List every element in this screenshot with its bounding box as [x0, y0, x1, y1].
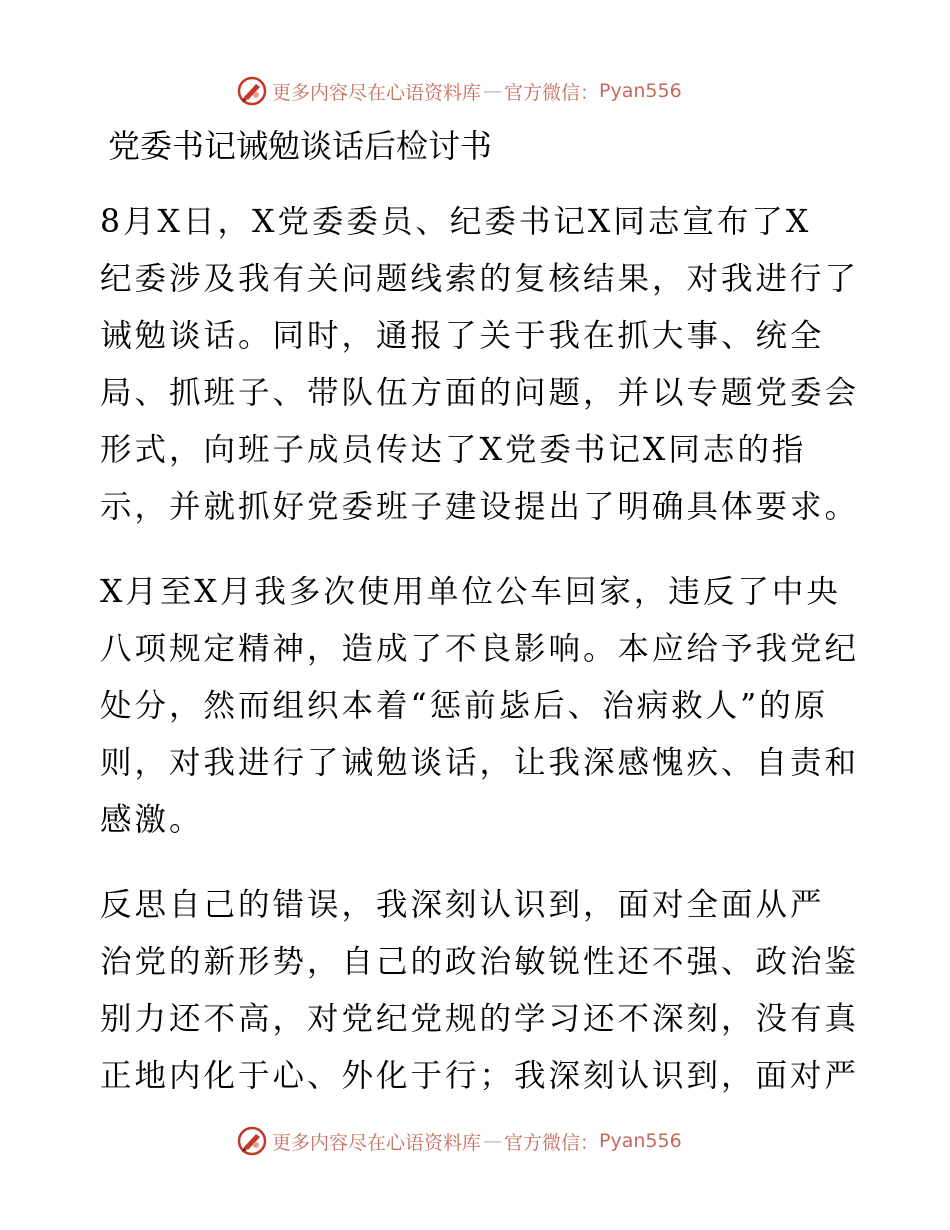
text-line: 纪委涉及我有关问题线索的复核结果，对我进行了 [100, 261, 860, 297]
paragraph-3 [100, 877, 860, 1105]
footer-watermark [236, 1124, 716, 1158]
text-line: 感激。 [100, 802, 204, 838]
text-line: 反思自己的错误，我深刻认识到，面对全面从严 [100, 887, 825, 923]
text-line: 8月X日，X党委委员、纪委书记X同志宣布了X [100, 204, 812, 240]
text-line: 形式，向班子成员传达了X党委书记X同志的指 [100, 432, 807, 468]
text-line: 八项规定精神，造成了不良影响。本应给予我党纪 [100, 631, 860, 667]
text-line: 正地内化于心、外化于行；我深刻认识到，面对严 [100, 1058, 860, 1094]
text-line: 别力还不高，对党纪党规的学习还不深刻，没有真 [100, 1001, 860, 1037]
text-line: 示，并就抓好党委班子建设提出了明确具体要求。 [100, 489, 860, 525]
pen-circle-logo-icon [236, 75, 268, 107]
header-watermark [236, 74, 716, 108]
watermark-dash: — [483, 80, 503, 102]
paragraph-2 [100, 564, 860, 849]
text-line: 治党的新形势，自己的政治敏锐性还不强、政治鉴 [100, 944, 860, 980]
watermark-label: 官方微信： [504, 1131, 600, 1154]
text-line: 则，对我进行了诫勉谈话，让我深感愧疚、自责和 [100, 745, 860, 781]
watermark-text: 更多内容尽在心语资料库 [272, 81, 482, 104]
watermark-text: 更多内容尽在心语资料库 [272, 1131, 482, 1154]
pen-circle-logo-icon [236, 1125, 268, 1157]
document-body [100, 194, 860, 1133]
paragraph-1 [100, 194, 860, 536]
watermark-id: Pyan556 [599, 1130, 682, 1152]
watermark-label: 官方微信： [504, 81, 600, 104]
document-title: 党委书记诫勉谈话后检讨书 [108, 127, 493, 165]
text-line: 处分，然而组织本着“惩前毖后、治病救人”的原 [100, 688, 829, 724]
text-line: 诫勉谈话。同时，通报了关于我在抓大事、统全 [100, 318, 825, 354]
text-line: X月至X月我多次使用单位公车回家，违反了中央 [100, 574, 841, 610]
watermark-dash: — [483, 1130, 503, 1152]
text-line: 局、抓班子、带队伍方面的问题，并以专题党委会 [100, 375, 860, 411]
watermark-id: Pyan556 [599, 80, 682, 102]
